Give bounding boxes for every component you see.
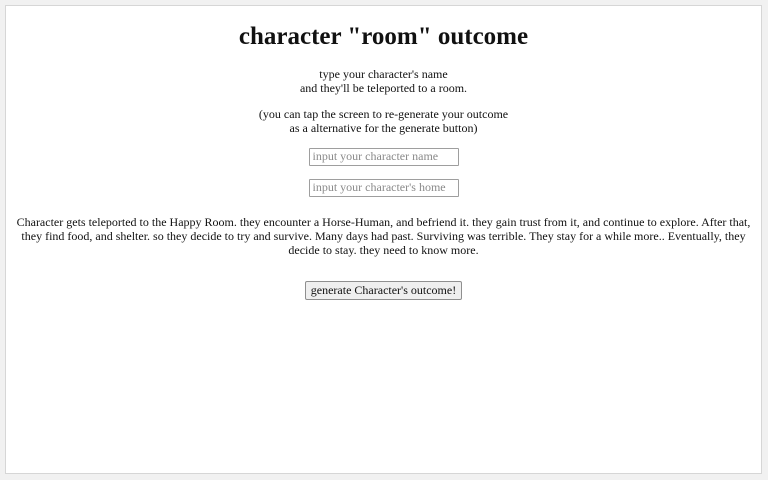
tap-hint-line: as a alternative for the generate button)	[289, 121, 478, 135]
character-home-input[interactable]	[309, 179, 459, 197]
instructions	[6, 67, 761, 95]
tap-hint-line: (you can tap the screen to re-generate your outcome	[258, 107, 509, 121]
home-field-row	[6, 178, 761, 196]
tap-hint	[6, 107, 761, 135]
instruction-line: type your character's name	[319, 67, 448, 81]
generate-row	[6, 281, 761, 300]
name-field-row	[6, 147, 761, 165]
character-name-input[interactable]	[309, 148, 459, 166]
instruction-line: and they'll be teleported to a room.	[299, 81, 468, 95]
page-container[interactable]	[5, 5, 762, 474]
generate-button[interactable]: generate Character's outcome!	[305, 281, 462, 300]
outcome-text: Character gets teleported to the Happy Room. they encounter a Horse-Human, and befriend it. they gain trust from it, and continue to explore. After that, they find food, and shelter. so they decide to try and survive. Many days had past. Surviving was terrible. They stay for a while more.. Eventually, they decide to stay. they need to know more.	[16, 215, 751, 257]
page-title: character "room" outcome	[238, 23, 529, 50]
